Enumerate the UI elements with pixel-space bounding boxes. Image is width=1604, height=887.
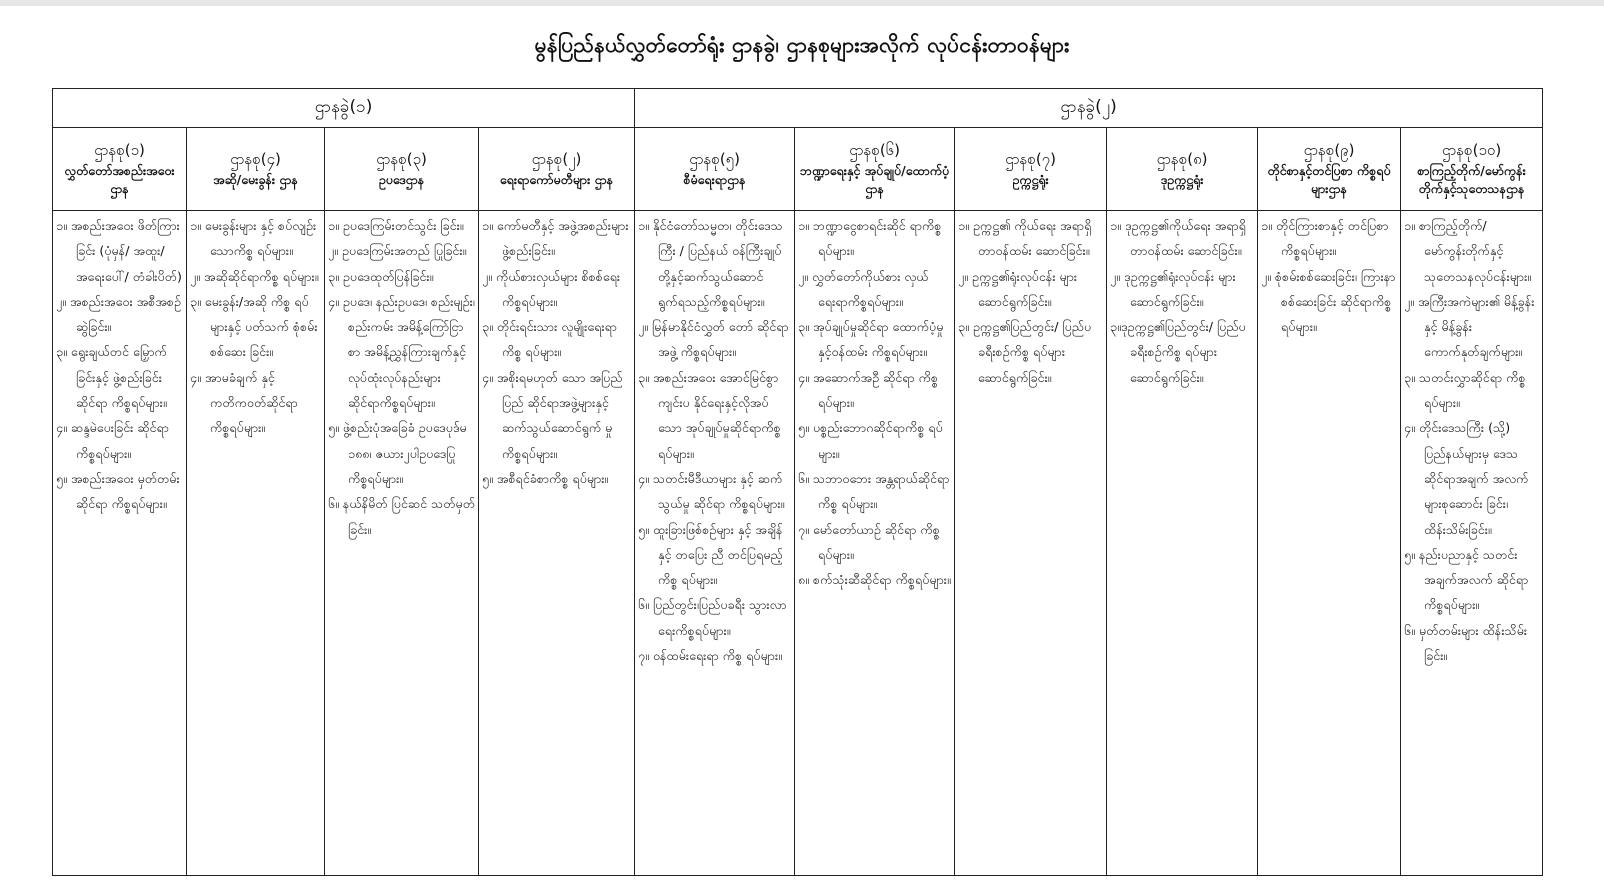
department-name: စီမံရေးရာဌာန <box>683 171 746 187</box>
department-header <box>53 128 187 211</box>
department-number: ဌာနစု(၁၀) <box>1441 141 1502 159</box>
task-item: ၄။ သတင်းမီဒီယာများ နှင့် ဆက်သွယ်မှု ဆိုင်ရာ ကိစ္စရပ်များ။ <box>638 470 785 512</box>
task-list <box>1110 213 1254 390</box>
task-item: ၃။ ဥပဒေထုတ်ပြန်ခြင်း။ <box>328 268 434 284</box>
department-name: အဆို/မေးခွန်း ဌာန <box>213 171 298 187</box>
department-header <box>1258 128 1401 211</box>
task-item: ၄။ အဆောက်အဦ ဆိုင်ရာ ကိစ္စရပ်များ။ <box>798 369 939 411</box>
task-list <box>482 213 631 491</box>
department-header <box>1401 128 1543 211</box>
department-number: ဌာနစု(၈) <box>1156 150 1208 169</box>
page-title: မွန်ပြည်နယ်လွှတ်တော်ရုံး ဌာနခွဲ၊ ဌာနစုများအလိုက် လုပ်ငန်းတာဝန်များ <box>534 33 1070 57</box>
task-list <box>190 213 321 441</box>
department-number: ဌာနစု(၄) <box>230 150 281 169</box>
task-item: ၂။ အဆိုဆိုင်ရာကိစ္စ ရပ်များ။ <box>190 268 319 284</box>
department-header <box>325 128 479 211</box>
branch-2-label: ဌာနခွဲ(၂) <box>1060 96 1117 117</box>
department-name: ဒုဥက္ကဋ္ဌရုံး <box>1160 171 1204 187</box>
department-name: ဘဏ္ဍာရေးနှင့် အုပ်ချုပ်/ထောက်ပံ့ဌာန <box>799 162 950 197</box>
task-item: ၃။ အစည်းအဝေး အောင်မြင်စွာကျင်းပ နိုင်ရေးနှင့်လိုအပ်သော အုပ်ချုပ်မှုဆိုင်ရာကိစ္စ ရပ်များ။ <box>638 369 781 461</box>
task-item: ၆။ ပြည်တွင်း၊ပြည်ပခရီး သွားလာရေးကိစ္စရပ်များ။ <box>638 597 787 638</box>
task-item: ၅။ ထူးခြားဖြစ်စဉ်များ နှင့် အချိန်နှင့် တပြေး ညီ တင်ပြရမည့် ကိစ္စ ရပ်များ။ <box>638 521 783 588</box>
department-name: ဥက္ကဋ္ဌရုံး <box>1012 171 1049 187</box>
task-item: ၃။ ရွေးချယ်တင် မြှောက်ခြင်းနှင့် ဖွဲ့စည်းခြင်းဆိုင်ရာ ကိစ္စရပ်များ။ <box>56 344 167 411</box>
task-item: ၅။ အစီရင်ခံစာကိစ္စ ရပ်များ။ <box>482 470 609 486</box>
task-item: ၃။ဒုဥက္ကဋ္ဌ၏ပြည်တွင်း/ ပြည်ပ ခရီးစဉ်ကိစ္စ ရပ်များဆောင်ရွက်ခြင်း။ <box>1110 319 1246 385</box>
task-list <box>958 213 1103 390</box>
task-item: ၇။ ဝန်ထမ်းရေးရာ ကိစ္စ ရပ်များ။ <box>638 648 782 664</box>
department-number: ဌာနစု(၆) <box>849 141 900 159</box>
task-item: ၈။ စက်သုံးဆီဆိုင်ရာ ကိစ္စရပ်များ။ <box>798 572 951 588</box>
task-item: ၂။ မြန်မာနိုင်ငံလွှတ် တော် ဆိုင်ရာအဖွဲ့ ကိစ္စရပ်များ။ <box>638 319 789 360</box>
department-header <box>955 128 1107 211</box>
task-item: ၃။ အုပ်ချုပ်မှုဆိုင်ရာ ထောက်ပံ့မှုနှင့်ဝန်ထမ်း ကိစ္စရပ်များ။ <box>798 319 944 360</box>
task-list <box>1404 213 1539 668</box>
department-name: ရေးရာကော်မတီများ ဌာန <box>499 171 614 187</box>
task-list <box>798 213 951 592</box>
department-task-cell <box>635 211 795 876</box>
task-item: ၄။ ဆန္ဒမဲပေးခြင်း ဆိုင်ရာကိစ္စရပ်များ။ <box>56 420 169 461</box>
task-item: ၆။ သဘာဝဘေး အန္တရာယ်ဆိုင်ရာကိစ္စ ရပ်များ။ <box>798 470 950 512</box>
department-name: တိုင်စာနှင့်တင်ပြစာ ကိစ္စရပ်များဌာန <box>1267 162 1391 197</box>
top-strip <box>0 0 1604 6</box>
task-item: ၄။ အာမခံချက် နှင့် ကတိကဝတ်ဆိုင်ရာ ကိစ္စရပ်များ။ <box>190 369 298 436</box>
task-item: ၁။ မေးခွန်းများ နှင့် စပ်လျဉ်းသောကိစ္စ ရပ်များ။ <box>190 218 317 259</box>
task-item: ၁။ တိုင်ကြားစာနှင့် တင်ပြစာကိစ္စရပ်များ။ <box>1261 218 1389 259</box>
branch-header-row <box>53 89 1543 128</box>
task-list <box>56 213 183 517</box>
department-number: ဌာနစု(၁) <box>94 141 145 159</box>
department-task-cell <box>187 211 325 876</box>
task-item: ၄။ ဥပဒေ၊ နည်းဥပဒေ၊ စည်းမျဉ်း၊ စည်းကမ်း အမိန့်ကြော်ငြာစာ အမိန့်ညွှန်ကြားချက်နှင့် လုပ်ထုံးလုပ်နည်းများ ဆိုင်ရာကိစ္စရပ်များ။ <box>328 293 475 411</box>
task-item: ၃။ သတင်းလွှာဆိုင်ရာ ကိစ္စရပ်များ။ <box>1404 369 1526 411</box>
task-item: ၂။ ဥပဒေကြမ်းအတည် ပြုခြင်း။ <box>328 243 467 259</box>
task-item: ၅။ ဖွဲ့စည်းပုံအခြေခံ ဥပဒေပုဒ်မ ၁၈၈၊ ဇယား၂ပါဥပဒေပြု ကိစ္စရပ်များ။ <box>328 420 467 486</box>
task-item: ၂။ လွှတ်တော်ကိုယ်စား လှယ်ရေးရာကိစ္စရပ်များ။ <box>798 268 929 309</box>
task-item: ၄။ အစိုးရမဟုတ် သော အပြည်ပြည် ဆိုင်ရာအဖွဲ့များနှင့် ဆက်သွယ်ဆောင်ရွက် မှုကိစ္စရပ်များ။ <box>482 369 623 461</box>
task-item: ၆။ မှတ်တမ်းများ ထိန်းသိမ်းခြင်း။ <box>1404 622 1528 664</box>
department-task-cell <box>1401 211 1543 876</box>
department-task-cell <box>1107 211 1258 876</box>
task-item: ၂။ ကိုယ်စားလှယ်များ စိစစ်ရေးကိစ္စရပ်များ။ <box>482 268 621 309</box>
branch-1-header <box>53 89 635 128</box>
branch-2-header <box>635 89 1543 128</box>
department-header <box>187 128 325 211</box>
department-header-row <box>53 128 1543 211</box>
task-item: ၂။ အကြီးအကဲများ၏ မိန့်ခွန်းနှင့် မိန့်ခွန်း ကောက်နုတ်ချက်များ။ <box>1404 293 1535 360</box>
task-item: ၇။ မော်တော်ယာဉ် ဆိုင်ရာ ကိစ္စရပ်များ။ <box>798 521 940 562</box>
task-item: ၁။ အစည်းအဝေး ဖိတ်ကြားခြင်း (ပုံမှန်/ အထူး/ အရေးပေါ်/ တံခါးပိတ်) <box>56 218 182 284</box>
task-item: ၁။ ဒုဥက္ကဋ္ဌ၏ကိုယ်ရေး အရာရှိတာဝန်ထမ်း ဆောင်ခြင်း။ <box>1110 218 1246 259</box>
task-item: ၁။ စာကြည့်တိုက်/ မော်ကွန်းတိုက်နှင့် သုတေသနလုပ်ငန်းများ။ <box>1404 218 1532 284</box>
department-header <box>1107 128 1258 211</box>
task-item: ၃။ တိုင်းရင်းသား လူမျိုးရေးရာကိစ္စ ရပ်များ။ <box>482 319 617 360</box>
department-number: ဌာနစု(၇) <box>1005 150 1056 169</box>
branch-1-label: ဌာနခွဲ(၁) <box>314 96 373 117</box>
department-header <box>635 128 795 211</box>
task-item: ၄။ တိုင်းဒေသကြီး (သို့) ပြည်နယ်များမှ ဒေသဆိုင်ရာအချက် အလက်များစုဆောင်း ခြင်း၊ထိန်းသိမ်းခြင်း။ <box>1404 420 1529 537</box>
department-task-cell <box>1258 211 1401 876</box>
task-item: ၁။ နိုင်ငံတော်သမ္မတ၊ တိုင်းဒေသကြီး / ပြည်နယ် ဝန်ကြီးချုပ် တို့နှင့်ဆက်သွယ်ဆောင် ရွက်ရသည့်ကိစ္စရပ်များ။ <box>638 218 783 309</box>
department-number: ဌာနစု(၂) <box>531 150 582 169</box>
task-list <box>638 213 791 668</box>
department-name: စာကြည့်တိုက်/မော်ကွန်း တိုက်နှင့်သုတေသနဌာန <box>1417 162 1526 197</box>
department-number: ဌာနစု(၉) <box>1303 141 1355 159</box>
task-item: ၃။ ဥက္ကဋ္ဌ၏ပြည်တွင်း/ ပြည်ပ ခရီးစဉ်ကိစ္စ ရပ်များဆောင်ရွက်ခြင်း။ <box>958 319 1092 385</box>
task-item: ၁။ ဥက္ကဋ္ဌ၏ ကိုယ်ရေး အရာရှိ တာဝန်ထမ်း ဆောင်ခြင်း။ <box>958 218 1092 259</box>
task-item: ၁။ ဥပဒေကြမ်းတင်သွင်း ခြင်း။ <box>328 218 464 233</box>
department-task-cell <box>325 211 479 876</box>
department-header <box>479 128 635 211</box>
task-item: ၆။ နယ်နိမိတ် ပြင်ဆင် သတ်မှတ်ခြင်း။ <box>328 496 475 537</box>
task-item: ၅။ အစည်းအဝေး မှတ်တမ်းဆိုင်ရာ ကိစ္စရပ်များ။ <box>56 470 180 512</box>
department-number: ဌာနစု(၅) <box>689 150 740 169</box>
department-task-cell <box>955 211 1107 876</box>
department-name: လွှတ်တော်အစည်းအဝေး ဌာန <box>64 162 175 197</box>
task-item: ၁။ ဘဏ္ဍာငွေစာရင်းဆိုင် ရာကိစ္စရပ်များ။ <box>798 218 942 259</box>
org-table <box>52 88 1543 876</box>
department-task-cell <box>53 211 187 876</box>
department-task-row <box>53 211 1543 876</box>
task-item: ၂။ ဒုဥက္ကဋ္ဌ၏ရုံးလုပ်ငန်း များဆောင်ရွက်ခြင်း။ <box>1110 268 1236 309</box>
department-number: ဌာနစု(၃) <box>376 150 427 169</box>
task-item: ၂။ ဥက္ကဋ္ဌ၏ရုံးလုပ်ငန်း များဆောင်ရွက်ခြင်း။ <box>958 268 1078 309</box>
task-item: ၃။ မေးခွန်း/အဆို ကိစ္စ ရပ်များနှင့် ပတ်သက် စုံစမ်း စစ်ဆေး ခြင်း။ <box>190 293 318 360</box>
department-name: ဥပဒေဌာန <box>378 171 425 187</box>
task-item: ၂။ အစည်းအဝေး အစီအစဉ်ဆွဲခြင်း။ <box>56 293 181 335</box>
task-item: ၁။ ကော်မတီနှင့် အဖွဲ့အစည်းများ ဖွဲ့စည်းခြင်း။ <box>482 218 629 259</box>
task-list <box>328 213 475 542</box>
department-task-cell <box>479 211 635 876</box>
task-list <box>1261 213 1397 339</box>
department-task-cell <box>795 211 955 876</box>
task-item: ၅။ ပစ္စည်းဘောဂဆိုင်ရာကိစ္စ ရပ်များ။ <box>798 420 943 461</box>
department-header <box>795 128 955 211</box>
task-item: ၂။ စုံစမ်းစစ်ဆေးခြင်း၊ ကြားနာစစ်ဆေးခြင်း ဆိုင်ရာကိစ္စရပ်များ။ <box>1261 268 1396 335</box>
task-item: ၅။ နည်းပညာနှင့် သတင်းအချက်အလက် ဆိုင်ရာကိစ္စရပ်များ။ <box>1404 546 1529 613</box>
